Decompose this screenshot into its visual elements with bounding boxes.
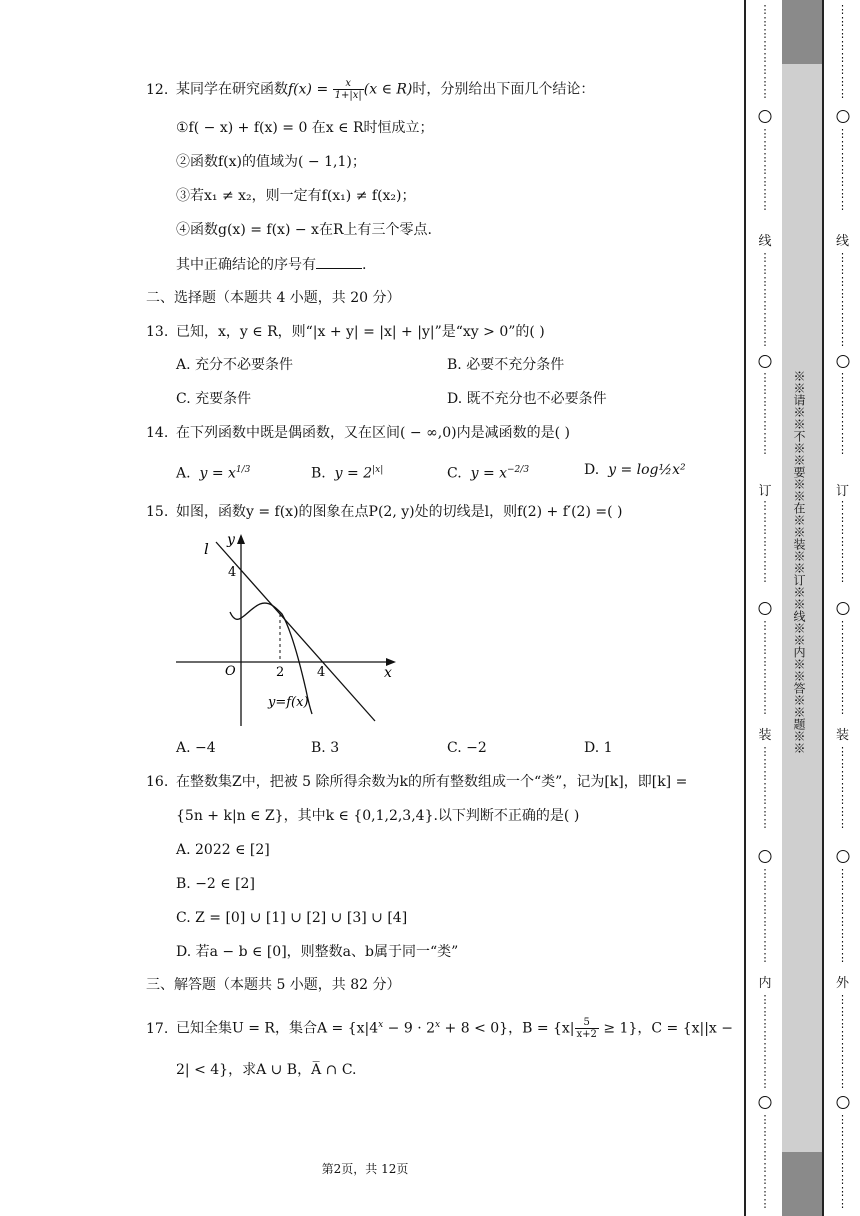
binding-column-notice — [782, 0, 823, 1216]
q13-option-b: B. 必要不充分条件 — [447, 357, 565, 373]
binding-mark-outside: 外 — [836, 970, 849, 993]
q16-stem-line2: {5n + k|n ∈ Z}，其中k ∈ {0,1,2,3,4}.以下判断不正确的是( ) — [176, 808, 580, 824]
q14-option-b: B. $y = 2^{|x|}$ — [311, 465, 384, 482]
q12-conclusion-3: ③若x₁ ≠ x₂，则一定有f(x₁) ≠ f(x₂)； — [176, 188, 416, 204]
q14-option-d: D. y = log½x² — [584, 462, 686, 478]
function-graph-figure — [170, 530, 410, 730]
binding-mark-bind: 装 — [836, 722, 849, 745]
q12-stem-tail: 时，分别给出下面几个结论： — [412, 81, 595, 98]
q14-stem: 14. 在下列函数中既是偶函数，又在区间( − ∞,0)内是减函数的是( ) — [146, 425, 570, 441]
binding-column-outer: ⋮ ⋮ ⋮ ⋮ ⋮ ⋮ ⋮ ⋮ ⋮ ⋮ ⋮ ⋮ ⋮ ⋮ ⋮ 线 ⋮ ⋮ ⋮ ⋮ ⋮ ⋮ ⋮ ⋮ ⋮ ⋮ ⋮ ⋮ ⋮ ⋮ ⋮ 订 ⋮ ⋮ ⋮ ⋮ ⋮ ⋮ ⋮ ⋮ ⋮ ⋮ ⋮ ⋮ ⋮ ⋮ ⋮ 装 ⋮ ⋮ ⋮ ⋮ ⋮ ⋮ ⋮ ⋮ ⋮ ⋮ ⋮ ⋮ ⋮ ⋮ ⋮ 外 ⋮ ⋮ ⋮ ⋮ ⋮ ⋮ ⋮ ⋮ ⋮ ⋮ ⋮ ⋮ ⋮ ⋮ ⋮ ⋮ — [823, 0, 860, 1216]
q17-stem-line2: 2| < 4}，求A ∪ B，A̅ ∩ C. — [176, 1062, 357, 1078]
q13-stem: 13. 已知，x，y ∈ R，则“|x + y| = |x| + |y|”是“xy > 0”的( ) — [146, 324, 545, 340]
q17-stem-line1: 17. 已知全集U = R，集合$A = \{x|4^x - 9 \cdot 2^x + 8 < 0\}$，B = {x| $\frac{5}{x+2}$ ≥ 1}，C = {x||x − — [146, 1017, 734, 1041]
answer-blank — [316, 254, 362, 269]
q12-conclusion-1: ①f( − x) + f(x) = 0 在x ∈ R时恒成立； — [176, 120, 434, 136]
binding-circle — [836, 850, 849, 863]
q12-stem — [146, 78, 594, 101]
binding-column-inner: ⋮ ⋮ ⋮ ⋮ ⋮ ⋮ ⋮ ⋮ ⋮ ⋮ ⋮ ⋮ ⋮ ⋮ ⋮ 线 ⋮ ⋮ ⋮ ⋮ ⋮ ⋮ ⋮ ⋮ ⋮ ⋮ ⋮ ⋮ ⋮ ⋮ ⋮ 订 ⋮ ⋮ ⋮ ⋮ ⋮ ⋮ ⋮ ⋮ ⋮ ⋮ ⋮ ⋮ ⋮ ⋮ ⋮ 装 ⋮ ⋮ ⋮ ⋮ ⋮ ⋮ ⋮ ⋮ ⋮ ⋮ ⋮ ⋮ ⋮ ⋮ ⋮ 内 ⋮ ⋮ ⋮ ⋮ ⋮ ⋮ ⋮ ⋮ ⋮ ⋮ ⋮ ⋮ ⋮ ⋮ ⋮ ⋮ — [744, 0, 785, 1216]
q15-option-a: A. −4 — [176, 740, 216, 756]
tick-label-4y: 4 — [228, 565, 237, 580]
question-number: 12. — [146, 81, 169, 98]
binding-circle — [759, 1096, 772, 1109]
binding-circle — [836, 602, 849, 615]
q16-option-a: A. 2022 ∈ [2] — [176, 842, 270, 858]
binding-mark-line: 线 — [758, 228, 771, 251]
binding-cap-top — [782, 0, 822, 64]
binding-circle — [836, 355, 849, 368]
q14-option-c: C. $y = x^{-2/3}$ — [447, 465, 530, 482]
binding-circle — [836, 1096, 849, 1109]
q16-option-c: C. Z = [0] ∪ [1] ∪ [2] ∪ [3] ∪ [4] — [176, 910, 408, 926]
binding-mark-order: 订 — [836, 478, 849, 501]
label-y: y — [227, 532, 235, 548]
binding-mark-line: 线 — [836, 228, 849, 251]
q13-option-a: A. 充分不必要条件 — [176, 357, 294, 373]
binding-mark-bind: 装 — [758, 722, 771, 745]
binding-circle — [759, 110, 772, 123]
q12-conclusion-4: ④函数g(x) = f(x) − x在R上有三个零点. — [176, 222, 432, 238]
section-heading-answer: 三、解答题（本题共 5 小题，共 82 分） — [146, 977, 401, 993]
binding-notice: ※※请※※不※※要※※在※※装※※订※※线※※内※※答※※题※※ — [792, 370, 806, 754]
binding-circle — [836, 110, 849, 123]
section-heading-choice: 二、选择题（本题共 4 小题，共 20 分） — [146, 290, 401, 306]
q14-option-a: A. $y = x^{1/3}$ — [176, 465, 251, 482]
q16-option-b: B. −2 ∈ [2] — [176, 876, 255, 892]
curve-label: y=f(x) — [268, 695, 309, 710]
binding-circle — [759, 355, 772, 368]
label-origin: O — [225, 664, 236, 679]
binding-cap-bottom — [782, 1152, 822, 1216]
q16-option-d: D. 若a − b ∈ [0]，则整数a、b属于同一“类” — [176, 944, 459, 960]
q16-stem-line1: 16. 在整数集Z中，把被 5 除所得余数为k的所有整数组成一个“类”，记为[k]，即[k] = — [146, 774, 688, 790]
binding-margin — [744, 0, 860, 1216]
q12-fraction: $\frac{x}{1+|x|}$ — [334, 78, 362, 101]
q17-fraction: $\frac{5}{x+2}$ — [576, 1017, 597, 1041]
binding-circle — [759, 602, 772, 615]
binding-mark-inside: 内 — [758, 970, 771, 993]
q13-option-d: D. 既不充分也不必要条件 — [447, 391, 607, 407]
q13-option-c: C. 充要条件 — [176, 391, 252, 407]
q15-option-d: D. 1 — [584, 740, 613, 756]
page-footer: 第2页，共 12页 — [321, 1162, 409, 1176]
q12-ask: 其中正确结论的序号有 . — [176, 254, 366, 275]
binding-circle — [759, 850, 772, 863]
binding-mark-order: 订 — [758, 478, 771, 501]
q15-stem: 15. 如图，函数y = f(x)的图象在点P(2, y)处的切线是l，则f(2) + f′(2) =( ) — [146, 504, 623, 520]
q12-stem-text: 某同学在研究函数 — [176, 81, 288, 98]
q15-option-c: C. −2 — [447, 740, 487, 756]
tick-label-4x: 4 — [317, 665, 326, 680]
q12-domain: (x ∈ R) — [363, 81, 413, 98]
label-x: x — [384, 665, 392, 681]
q15-option-b: B. 3 — [311, 740, 340, 756]
q12-function: f(x) = — [288, 81, 333, 98]
y-axis-arrow — [237, 534, 245, 544]
q12-conclusion-2: ②函数f(x)的值域为( − 1,1)； — [176, 154, 366, 170]
tick-label-2: 2 — [276, 665, 285, 680]
label-l: l — [204, 540, 209, 558]
